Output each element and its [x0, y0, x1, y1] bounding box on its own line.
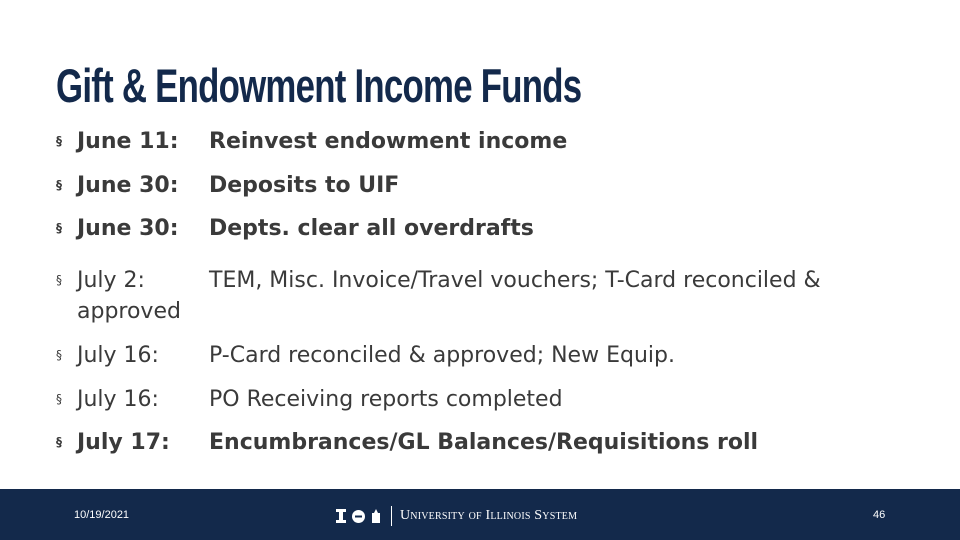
university-logo [336, 506, 577, 526]
bullet-text: Deposits to UIF [209, 173, 400, 198]
bullet-text: PO Receiving reports completed [209, 387, 563, 412]
bullet-text: TEM, Misc. Invoice/Travel vouchers; T-Card reconciled & [209, 268, 821, 293]
bullet-date: June 30: [77, 173, 179, 198]
bullet-text: P-Card reconciled & approved; New Equip. [209, 343, 675, 368]
bullet-marker: § [56, 348, 62, 362]
campus-marks-icon [336, 509, 381, 523]
bullet-date: July 16: [77, 343, 159, 368]
bullet-continuation: approved [77, 299, 181, 324]
org-name: University of Illinois System [400, 508, 578, 523]
bullet-date: June 30: [77, 216, 179, 241]
block-i-icon [336, 509, 346, 523]
bullet-marker: § [56, 273, 62, 287]
logo-divider [391, 506, 392, 526]
bullet-marker: § [56, 134, 62, 148]
bullet-marker: § [56, 221, 62, 235]
bullet-date: July 2: [77, 268, 145, 293]
bullet-text: Encumbrances/GL Balances/Requisitions roll [209, 430, 759, 455]
bullet-marker: § [56, 392, 62, 406]
bullet-date: July 16: [77, 387, 159, 412]
bullet-marker: § [56, 435, 62, 449]
footer-date: 10/19/2021 [74, 509, 130, 521]
bullet-date: July 17: [77, 430, 170, 455]
dome-mark-icon [371, 509, 381, 523]
bullet-text: Depts. clear all overdrafts [209, 216, 534, 241]
bullet-text: Reinvest endowment income [209, 129, 568, 154]
page-number: 46 [873, 509, 886, 521]
bullet-date: June 11: [77, 129, 179, 154]
footer-bar [0, 489, 960, 540]
bullet-marker: § [56, 178, 62, 192]
slide-title: Gift & Endowment Income Funds [56, 59, 582, 112]
circle-mark-icon [352, 510, 365, 523]
